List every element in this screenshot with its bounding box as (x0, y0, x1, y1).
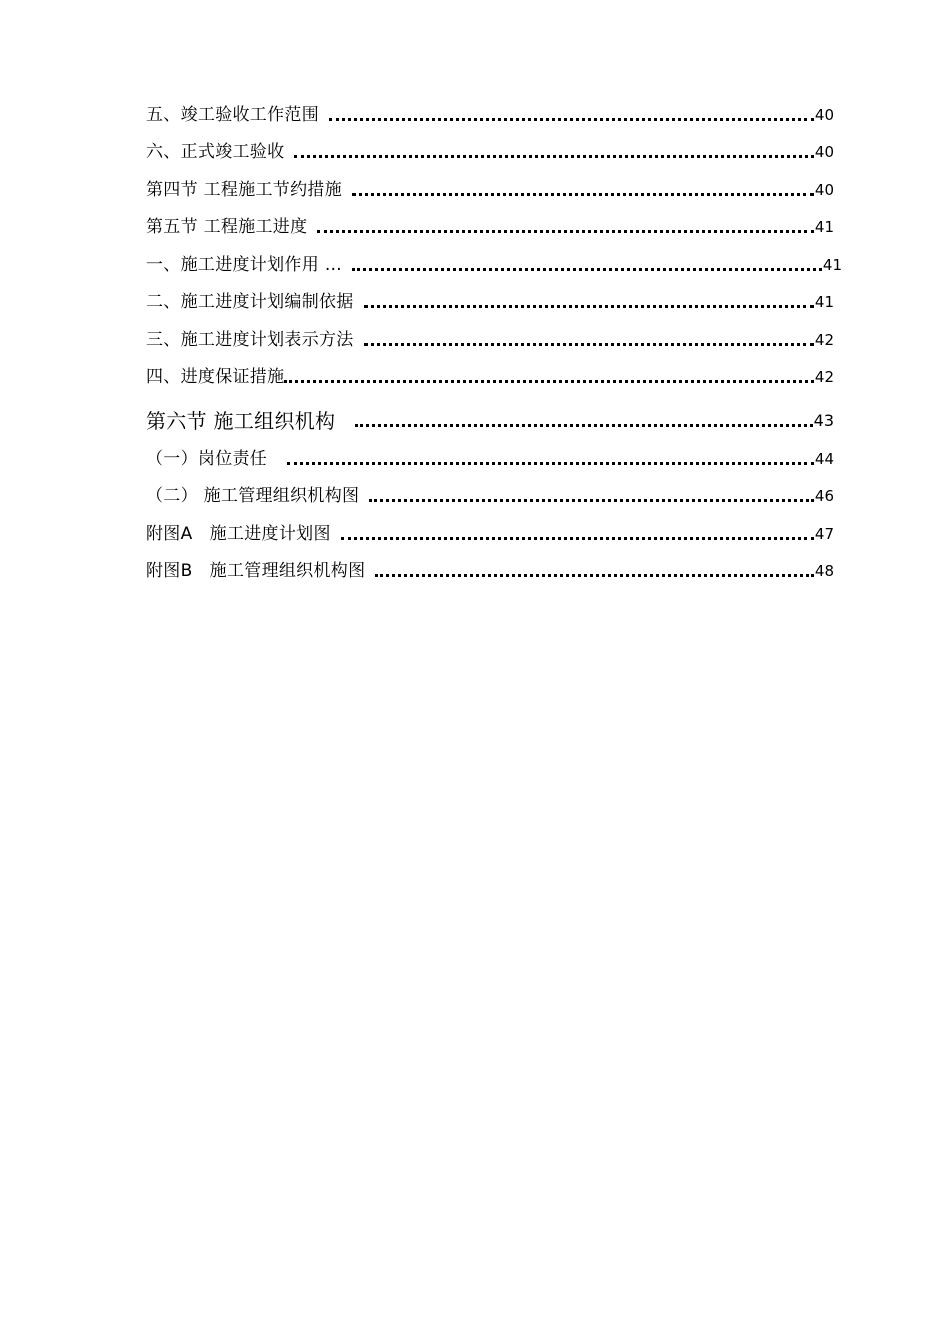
dot-leader (294, 155, 814, 158)
dot-leader (352, 193, 814, 196)
dot-leader (317, 230, 814, 233)
dot-leader (364, 305, 814, 308)
toc-entry[interactable] (146, 167, 834, 205)
toc-entry[interactable] (146, 242, 842, 280)
toc-entry[interactable] (146, 511, 834, 549)
toc-entry[interactable] (146, 474, 834, 512)
toc-entry-label: 一、施工进度计划作用 … (146, 254, 343, 275)
toc-entry-label: 附图A 施工进度计划图 (146, 523, 331, 544)
toc-entry[interactable] (146, 355, 834, 393)
table-of-contents (146, 92, 842, 586)
toc-entry[interactable] (146, 205, 834, 243)
toc-entry-label: 六、正式竣工验收 (146, 142, 285, 162)
dot-leader (329, 118, 814, 121)
toc-page-number: 41 (814, 293, 834, 311)
toc-entry-label: 二、施工进度计划编制依据 (146, 292, 354, 312)
dot-leader (375, 574, 814, 577)
toc-entry-label: 第四节 工程施工节约措施 (146, 179, 343, 200)
toc-page-number: 40 (814, 105, 834, 124)
toc-page-number: 41 (822, 255, 842, 274)
toc-page-number: 43 (813, 411, 834, 430)
toc-page-number: 47 (814, 524, 834, 543)
toc-entry-label: （二） 施工管理组织机构图 (146, 486, 360, 506)
dot-leader (364, 343, 814, 346)
toc-entry-label: 五、竣工验收工作范围 (146, 104, 319, 125)
toc-entry[interactable] (146, 392, 834, 436)
toc-page-number: 40 (814, 180, 834, 199)
toc-entry[interactable] (146, 92, 834, 130)
toc-entry-label: 第六节 施工组织机构 (146, 409, 336, 433)
toc-page-number: 40 (814, 143, 834, 161)
dot-leader (341, 537, 814, 540)
dot-leader (369, 499, 814, 502)
toc-page-number: 42 (814, 368, 834, 386)
toc-entry-label: （一）岗位责任 (146, 448, 268, 469)
toc-entry-label: 三、施工进度计划表示方法 (146, 329, 354, 350)
toc-entry[interactable] (146, 280, 834, 318)
toc-entry-label: 四、进度保证措施 (146, 367, 285, 387)
toc-page-number: 42 (814, 330, 834, 349)
toc-page-number: 44 (814, 449, 834, 468)
toc-page-number: 46 (814, 487, 834, 505)
dot-leader (287, 462, 814, 465)
dot-leader (284, 380, 814, 383)
toc-entry[interactable] (146, 549, 834, 587)
toc-entry[interactable] (146, 436, 834, 474)
toc-entry[interactable] (146, 130, 834, 168)
toc-page-number: 48 (814, 562, 834, 580)
toc-entry-label: 附图B 施工管理组织机构图 (146, 561, 366, 581)
toc-entry-label: 第五节 工程施工进度 (146, 217, 308, 237)
toc-page-number: 41 (814, 218, 834, 236)
dot-leader (355, 424, 812, 427)
dot-leader (352, 268, 822, 271)
toc-entry[interactable] (146, 317, 834, 355)
